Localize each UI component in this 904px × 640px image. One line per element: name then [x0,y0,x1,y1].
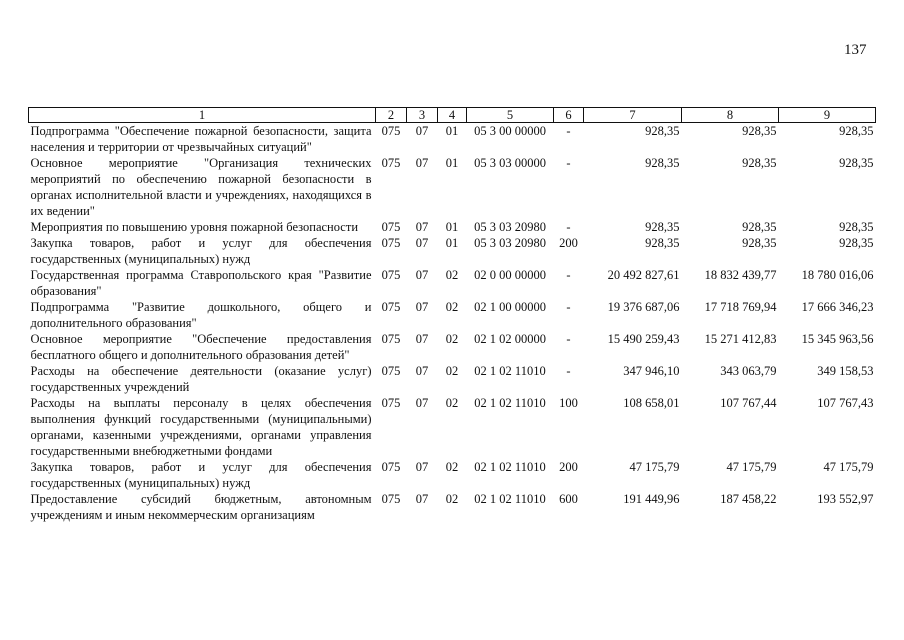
table-row [29,299,876,331]
table-header-row [29,108,876,123]
row-amount-col9: 349 158,53 [817,364,874,378]
row-target-article: 02 1 00 00000 [474,300,546,314]
row-section-code: 07 [415,300,429,314]
row-target-article: 02 0 00 00000 [474,268,546,282]
row-subsection-code: 02 [445,332,459,346]
row-section-code: 07 [415,124,429,138]
row-ministry-code: 075 [381,268,401,282]
column-header-4: 4 [438,108,467,123]
table-row [29,491,876,523]
row-name: Предоставление субсидий бюджетным, автономным учреждениям и иным некоммерческим организациям [30,492,372,522]
row-name: Расходы на обеспечение деятельности (оказание услуг) государственных учреждений [30,364,372,394]
row-amount-col8: 107 767,44 [720,396,777,410]
row-name: Государственная программа Ставропольского края "Развитие образования" [30,268,372,298]
row-amount-col8: 187 458,22 [720,492,777,506]
row-subsection-code: 02 [445,492,459,506]
row-ministry-code: 075 [381,236,401,250]
row-section-code: 07 [415,156,429,170]
row-ministry-code: 075 [381,300,401,314]
row-amount-col9: 928,35 [839,220,874,234]
row-subsection-code: 02 [445,460,459,474]
row-subsection-code: 02 [445,364,459,378]
budget-table [28,107,876,523]
row-expense-type: 200 [559,460,578,474]
row-amount-col8: 928,35 [742,236,777,250]
row-amount-col9: 107 767,43 [817,396,874,410]
column-header-3: 3 [407,108,438,123]
row-amount-col9: 928,35 [839,124,874,138]
row-subsection-code: 01 [445,220,459,234]
row-amount-col9: 928,35 [839,236,874,250]
row-section-code: 07 [415,396,429,410]
row-expense-type: - [566,332,571,346]
row-subsection-code: 02 [445,268,459,282]
row-target-article: 05 3 03 20980 [474,220,546,234]
column-header-2: 2 [376,108,407,123]
row-amount-col7: 108 658,01 [623,396,680,410]
row-expense-type: 600 [559,492,578,506]
row-section-code: 07 [415,268,429,282]
row-expense-type: - [566,268,571,282]
row-section-code: 07 [415,364,429,378]
row-name: Мероприятия по повышению уровня пожарной безопасности [30,220,359,234]
column-header-1: 1 [29,108,376,123]
row-amount-col9: 17 666 346,23 [801,300,874,314]
row-amount-col8: 928,35 [742,156,777,170]
row-amount-col7: 191 449,96 [623,492,680,506]
row-section-code: 07 [415,332,429,346]
row-target-article: 05 3 00 00000 [474,124,546,138]
row-amount-col7: 47 175,79 [629,460,680,474]
row-amount-col8: 15 271 412,83 [704,332,777,346]
column-header-8: 8 [682,108,779,123]
row-name: Закупка товаров, работ и услуг для обеспечения государственных (муниципальных) нужд [30,236,372,266]
row-amount-col9: 47 175,79 [823,460,874,474]
table-row [29,459,876,491]
row-amount-col7: 928,35 [645,124,680,138]
row-section-code: 07 [415,236,429,250]
row-ministry-code: 075 [381,492,401,506]
row-amount-col9: 193 552,97 [817,492,874,506]
row-target-article: 02 1 02 11010 [474,364,546,378]
row-subsection-code: 02 [445,300,459,314]
table-row [29,235,876,267]
row-ministry-code: 075 [381,396,401,410]
row-amount-col7: 928,35 [645,156,680,170]
row-amount-col8: 17 718 769,94 [704,300,777,314]
row-ministry-code: 075 [381,364,401,378]
row-subsection-code: 01 [445,156,459,170]
row-amount-col8: 928,35 [742,220,777,234]
row-amount-col9: 18 780 016,06 [801,268,874,282]
row-amount-col7: 20 492 827,61 [607,268,680,282]
row-target-article: 02 1 02 00000 [474,332,546,346]
column-header-6: 6 [554,108,584,123]
row-name: Основное мероприятие "Обеспечение предоставления бесплатного общего и дополнительного образования детей" [30,332,372,362]
row-name: Подпрограмма "Обеспечение пожарной безопасности, защита населения и территории от чрезвычайных ситуаций" [30,124,372,154]
row-amount-col7: 928,35 [645,236,680,250]
row-amount-col7: 928,35 [645,220,680,234]
row-target-article: 02 1 02 11010 [474,396,546,410]
row-expense-type: - [566,124,571,138]
row-target-article: 05 3 03 20980 [474,236,546,250]
table-row [29,363,876,395]
row-ministry-code: 075 [381,156,401,170]
row-section-code: 07 [415,492,429,506]
row-ministry-code: 075 [381,332,401,346]
column-header-5: 5 [467,108,554,123]
row-amount-col8: 928,35 [742,124,777,138]
table-row [29,155,876,219]
row-section-code: 07 [415,460,429,474]
row-amount-col9: 928,35 [839,156,874,170]
row-target-article: 02 1 02 11010 [474,492,546,506]
row-amount-col7: 347 946,10 [623,364,680,378]
row-target-article: 05 3 03 00000 [474,156,546,170]
row-name: Закупка товаров, работ и услуг для обеспечения государственных (муниципальных) нужд [30,460,372,490]
column-header-9: 9 [779,108,876,123]
row-ministry-code: 075 [381,460,401,474]
row-amount-col8: 47 175,79 [726,460,777,474]
table-row [29,395,876,459]
table-row [29,123,876,156]
row-amount-col7: 15 490 259,43 [607,332,680,346]
row-subsection-code: 01 [445,236,459,250]
row-name: Основное мероприятие "Организация технических мероприятий по обеспечению пожарной безопасности в органах исполнительной власти и учреждениях, находящихся в их ведении" [30,156,372,218]
table-row [29,219,876,235]
row-section-code: 07 [415,220,429,234]
row-ministry-code: 075 [381,124,401,138]
row-amount-col9: 15 345 963,56 [801,332,874,346]
page-number: 137 [844,42,867,58]
row-amount-col8: 343 063,79 [720,364,777,378]
row-ministry-code: 075 [381,220,401,234]
row-subsection-code: 02 [445,396,459,410]
row-name: Расходы на выплаты персоналу в целях обеспечения выполнения функций государственными (муниципальными) органами, казенными учреждениями, органами управления государственными внебюджетными фондами [30,396,372,458]
row-subsection-code: 01 [445,124,459,138]
column-header-7: 7 [584,108,682,123]
table-row [29,267,876,299]
row-target-article: 02 1 02 11010 [474,460,546,474]
row-amount-col8: 18 832 439,77 [704,268,777,282]
row-expense-type: - [566,364,571,378]
row-expense-type: - [566,156,571,170]
table-row [29,331,876,363]
row-expense-type: - [566,300,571,314]
row-expense-type: 200 [559,236,578,250]
row-expense-type: - [566,220,571,234]
row-name: Подпрограмма "Развитие дошкольного, общего и дополнительного образования" [30,300,372,330]
row-amount-col7: 19 376 687,06 [607,300,680,314]
row-expense-type: 100 [559,396,578,410]
